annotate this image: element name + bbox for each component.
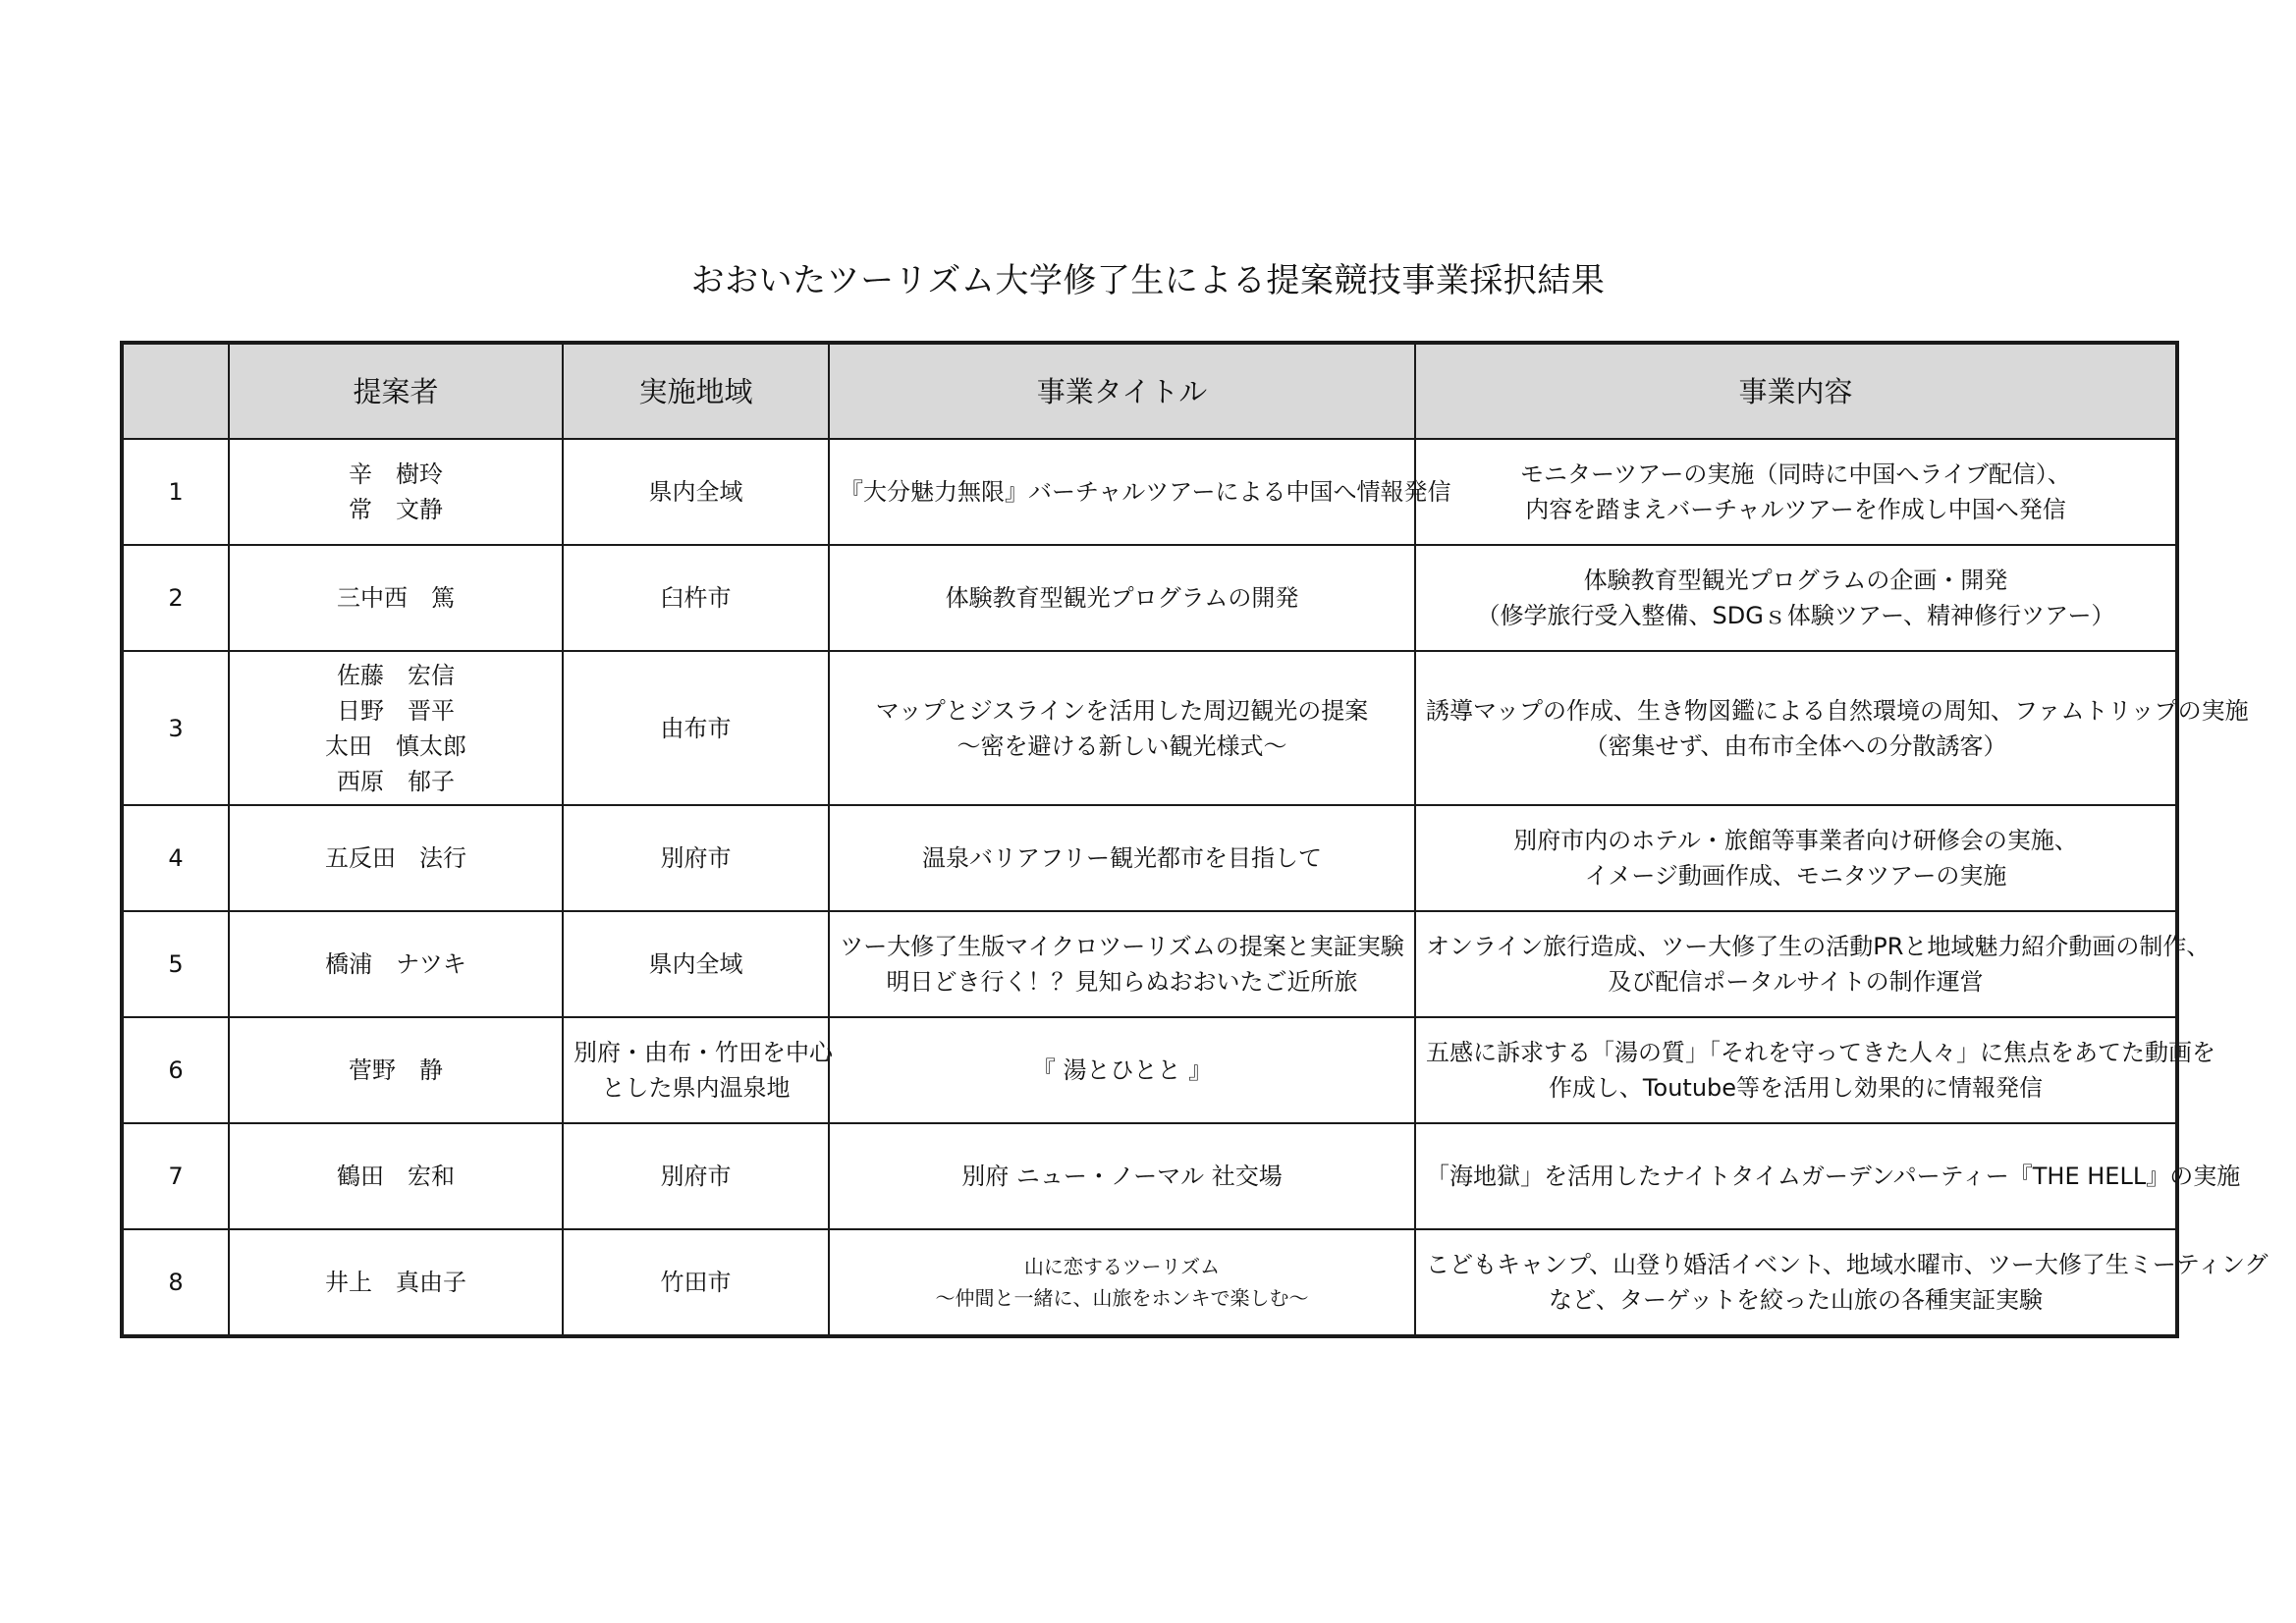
project-content-line: 内容を踏まえバーチャルツアーを作成し中国へ発信 [1525, 496, 2066, 523]
proposer-cell [229, 805, 563, 911]
proposer-name: 井上 真由子 [325, 1269, 466, 1296]
project-content-line: （修学旅行受入整備、SDGｓ体験ツアー、精神修行ツアー） [1476, 602, 2115, 629]
project-title-line: 別府 ニュー・ノーマル 社交場 [961, 1163, 1283, 1190]
project-title-cell [829, 1123, 1415, 1229]
project-content-line: 五感に訴求する「湯の質」「それを守ってきた人々」に焦点をあてた動画を [1426, 1039, 2215, 1066]
region-line: 別府市 [660, 844, 732, 872]
row-number: 6 [123, 1017, 229, 1123]
project-content-line: 誘導マップの作成、生き物図鑑による自然環境の周知、ファムトリップの実施 [1426, 696, 2249, 725]
project-content-line: こどもキャンプ、山登り婚活イベント、地域水曜市、ツー大修了生ミーティング [1426, 1251, 2269, 1278]
project-content-cell [1415, 1123, 2241, 1229]
header-region: 実施地域 [563, 344, 829, 439]
project-content-line: 作成し、Toutube等を活用し効果的に情報発信 [1548, 1074, 2044, 1102]
row-number: 5 [123, 911, 229, 1017]
project-content-cell [1415, 1017, 2215, 1123]
project-title-line: 体験教育型観光プログラムの開発 [945, 584, 1299, 612]
project-title-cell [829, 805, 1415, 911]
proposer-name: 橋浦 ナツキ [325, 950, 466, 978]
proposer-cell [229, 439, 563, 545]
project-content-line: 「海地獄」を活用したナイトタイムガーデンパーティー『THE HELL』の実施 [1426, 1163, 2241, 1190]
proposer-name: 佐藤 宏信 [337, 661, 455, 689]
row-number: 3 [123, 651, 229, 805]
project-title-line: 明日どき行く！？見知らぬおおいたご近所旅 [886, 968, 1358, 996]
row-number: 2 [123, 545, 229, 651]
project-content-cell [1415, 911, 2211, 1017]
region-line: 臼杵市 [660, 584, 732, 612]
table-row [123, 911, 2176, 1017]
project-content-line: 及び配信ポータルサイトの制作運営 [1608, 968, 1984, 996]
table-row [123, 1017, 2176, 1123]
header-number [123, 344, 229, 439]
header-project-title: 事業タイトル [829, 344, 1415, 439]
region-line: 竹田市 [660, 1269, 732, 1296]
project-content-cell [1415, 805, 2176, 911]
results-table [122, 343, 2269, 1336]
project-title-cell [829, 651, 1415, 805]
proposer-cell [229, 1123, 563, 1229]
table-row [123, 651, 2176, 805]
region-cell [563, 1123, 829, 1229]
row-number: 7 [123, 1123, 229, 1229]
project-title-cell [829, 1017, 1415, 1123]
proposer-name: 鶴田 宏和 [337, 1163, 455, 1190]
page-title: おおいたツーリズム大学修了生による提案競技事業採択結果 [690, 261, 1606, 300]
project-title-cell [829, 439, 1451, 545]
project-title-line: 山に恋するツーリズム [1023, 1255, 1221, 1278]
region-cell [563, 439, 829, 545]
proposer-name: 太田 慎太郎 [325, 731, 466, 760]
proposer-cell [229, 1017, 563, 1123]
project-content-line: 別府市内のホテル・旅館等事業者向け研修会の実施、 [1513, 827, 2078, 854]
header-proposer: 提案者 [229, 344, 563, 439]
region-line: 由布市 [660, 714, 732, 742]
proposer-cell [229, 1229, 563, 1335]
table-header-row [123, 344, 2176, 439]
region-line: とした県内温泉地 [601, 1074, 791, 1102]
proposer-name: 日野 晋平 [337, 696, 455, 725]
project-title-line: 温泉バリアフリー観光都市を目指して [921, 844, 1323, 872]
proposer-cell [229, 651, 563, 805]
project-title-cell [829, 545, 1415, 651]
project-content-line: イメージ動画作成、モニタツアーの実施 [1584, 862, 2007, 890]
region-cell [563, 1229, 829, 1335]
project-title-line: マップとジスラインを活用した周辺観光の提案 [875, 696, 1369, 725]
proposer-name: 西原 郁子 [337, 767, 455, 795]
project-title-cell [829, 911, 1415, 1017]
project-title-line: 『大分魅力無限』バーチャルツアーによる中国へ情報発信 [840, 478, 1451, 506]
row-number: 4 [123, 805, 229, 911]
region-line: 別府・由布・竹田を中心 [574, 1039, 833, 1066]
region-cell [563, 545, 829, 651]
table-row [123, 1123, 2176, 1229]
table-row [123, 805, 2176, 911]
region-cell [563, 651, 829, 805]
project-content-line: （密集せず、由布市全体への分散誘客） [1584, 731, 2007, 760]
region-cell [563, 911, 829, 1017]
region-line: 別府市 [660, 1163, 732, 1190]
row-number: 1 [123, 439, 229, 545]
table-row [123, 1229, 2176, 1335]
table-body [123, 439, 2269, 1335]
proposer-name: 菅野 静 [349, 1056, 443, 1084]
region-cell [563, 805, 829, 911]
proposer-cell [229, 911, 563, 1017]
project-title-line: 『 湯とひとと 』 [1031, 1056, 1213, 1084]
project-title-line: ～仲間と一緒に、山旅をホンキで楽しむ～ [935, 1286, 1309, 1310]
project-content-cell [1415, 439, 2176, 545]
table-row [123, 439, 2176, 545]
table-row [123, 545, 2176, 651]
project-content-line: など、ターゲットを絞った山旅の各種実証実験 [1548, 1286, 2044, 1314]
header-project-content: 事業内容 [1415, 344, 2176, 439]
project-content-cell [1415, 1229, 2269, 1335]
project-content-line: モニターツアーの実施（同時に中国へライブ配信）、 [1520, 460, 2071, 488]
project-content-cell [1415, 545, 2176, 651]
project-title-cell [829, 1229, 1415, 1335]
row-number: 8 [123, 1229, 229, 1335]
project-content-line: オンライン旅行造成、ツー大修了生の活動PRと地域魅力紹介動画の制作、 [1426, 933, 2211, 960]
region-line: 県内全域 [648, 950, 743, 978]
region-cell [563, 1017, 833, 1123]
region-line: 県内全域 [648, 478, 743, 506]
project-content-cell [1415, 651, 2249, 805]
project-title-line: ～密を避ける新しい観光様式～ [957, 731, 1287, 760]
proposer-name: 辛 樹玲 [349, 460, 443, 488]
proposer-name: 三中西 篤 [337, 584, 455, 612]
project-content-line: 体験教育型観光プログラムの企画・開発 [1583, 567, 2008, 594]
proposer-name: 常 文静 [349, 496, 443, 523]
project-title-line: ツー大修了生版マイクロツーリズムの提案と実証実験 [840, 933, 1404, 960]
proposer-name: 五反田 法行 [325, 844, 466, 872]
proposer-cell [229, 545, 563, 651]
